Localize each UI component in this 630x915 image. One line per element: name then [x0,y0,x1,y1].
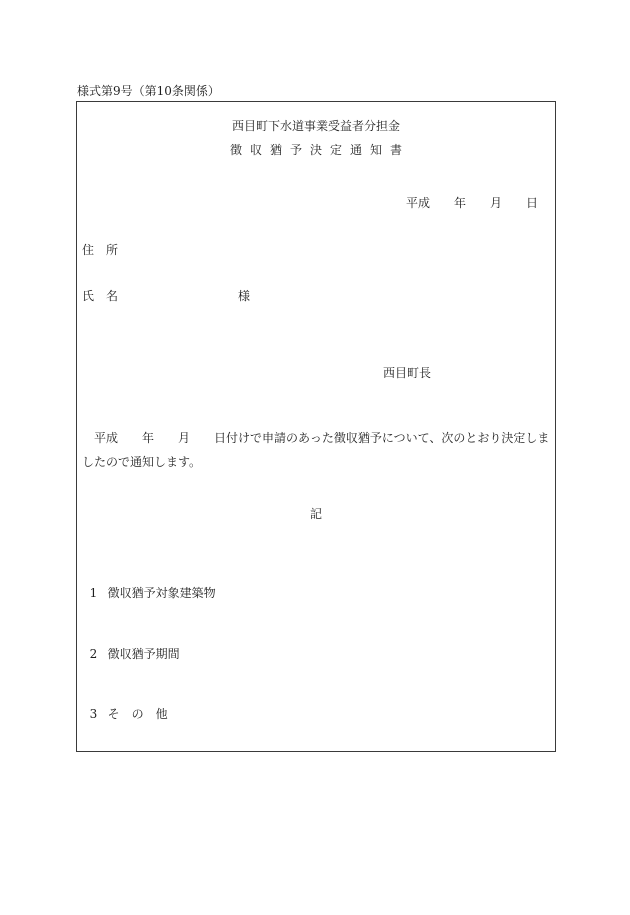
document-title-line1: 西目町下水道事業受益者分担金 [231,119,400,133]
item-number: 2 [89,647,98,661]
issuer: 西目町長 [383,366,432,380]
form-number: 様式第9号（第10条関係） [77,84,220,98]
list-item [82,569,216,601]
honorific: 様 [238,289,251,303]
item-label: そ の 他 [107,707,168,721]
address-label: 住 所 [82,243,119,257]
list-item [82,690,168,722]
item-label: 徴収猶予対象建築物 [107,586,216,600]
name-label: 氏 名 [82,289,119,303]
document-title-line2: 徴収猶予決定通知書 [229,143,410,157]
note-heading: 記 [309,507,322,521]
body-text-line2: したので通知します。 [82,455,202,469]
issue-date: 平成 年 月 日 [406,196,539,210]
item-label: 徴収猶予期間 [107,647,180,661]
body-text-line1: 平成 年 月 日付けで申請のあった徴収猶予について、次のとおり決定しま [94,431,550,445]
list-item [82,630,180,662]
item-number: 3 [89,707,98,721]
item-number: 1 [89,586,98,600]
